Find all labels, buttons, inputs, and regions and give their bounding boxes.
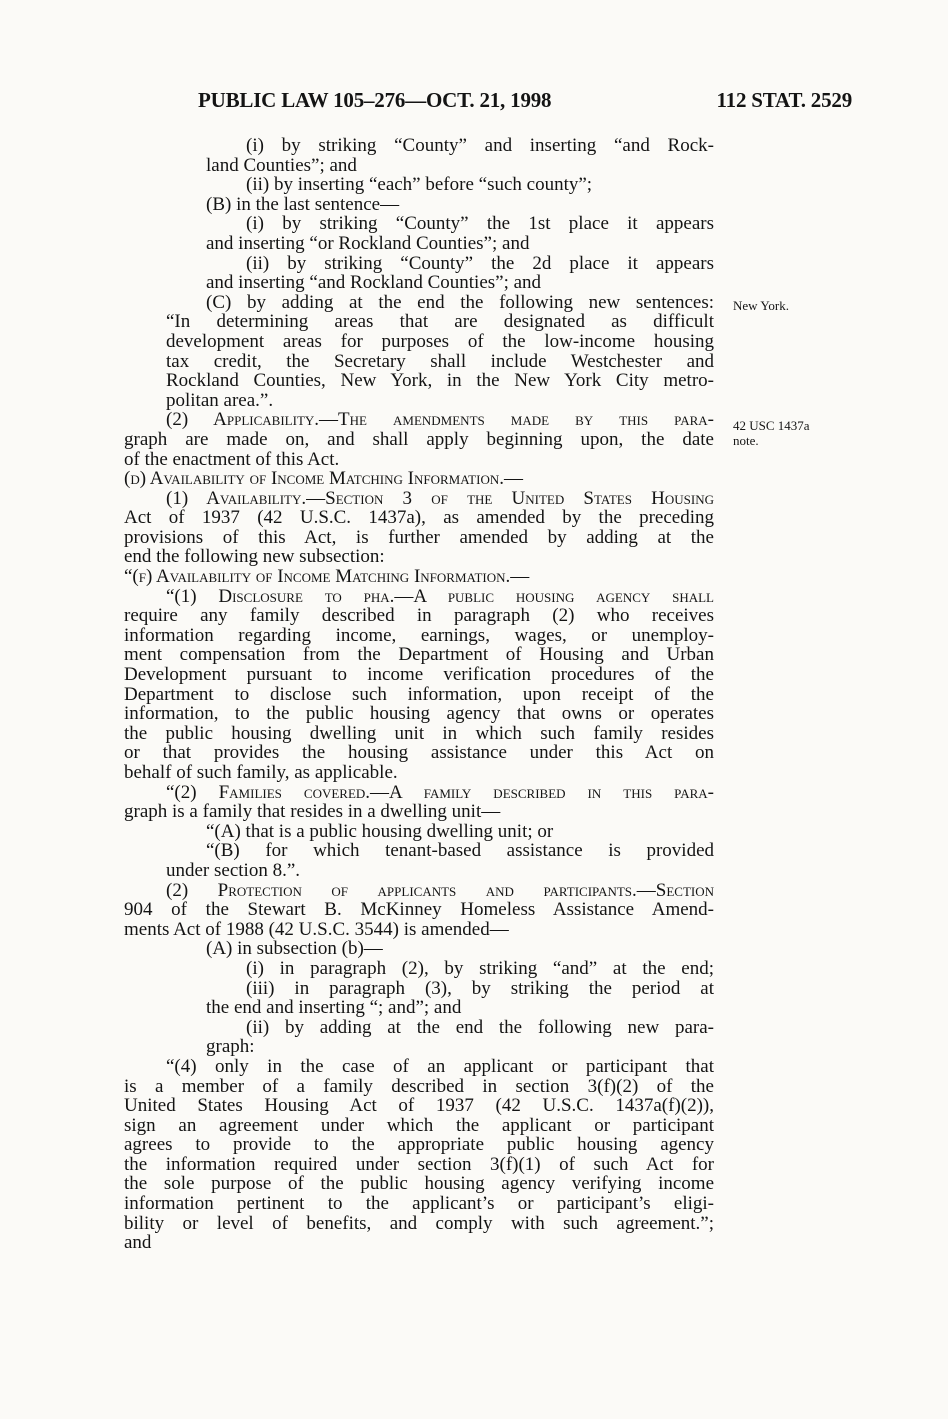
text-line: provisions of this Act, is further amended by adding at the (124, 526, 714, 548)
text-line: information regarding income, earnings, wages, or unemploy- (124, 624, 714, 646)
text-line: (i) in paragraph (2), by striking “and” at the end; (246, 957, 714, 979)
text-line: Department to disclose such information, upon receipt of the (124, 683, 714, 705)
text-line: require any family described in paragraph (2) who receives (124, 605, 714, 627)
text-line: behalf of such family, as applicable. (124, 762, 398, 783)
text-line: Development pursuant to income verification procedures of the (124, 664, 714, 686)
text-line: graph: (206, 1036, 255, 1058)
text-line: (2) Applicability.—The amendments made by this para- (166, 409, 714, 431)
text-line: (i) by striking “County” the 1st place it appears (246, 213, 714, 235)
subsection-heading: “(f) Availability of Income Matching Information.— (124, 566, 530, 588)
text-line: “(4) only in the case of an applicant or participant that (166, 1055, 714, 1077)
running-header (198, 88, 852, 118)
text-line: United States Housing Act of 1937 (42 U.S.C. 1437a(f)(2)), (124, 1095, 714, 1117)
text-line: and inserting “or Rockland Counties”; and (206, 232, 530, 254)
text-line: development areas for purposes of the low-income housing (166, 330, 714, 352)
text-line: agrees to provide to the appropriate public housing agency (124, 1134, 714, 1156)
text-line: (ii) by striking “County” the 2d place it appears (246, 252, 714, 274)
text-line: Rockland Counties, New York, in the New York City metro- (166, 370, 714, 392)
text-line: information, to the public housing agency that owns or operates (124, 703, 714, 725)
text-line: and inserting “and Rockland Counties”; and (206, 272, 542, 294)
text-line: end the following new subsection: (124, 546, 385, 568)
text-line: (A) in subsection (b)— (206, 938, 383, 960)
text-line: bility or level of benefits, and comply with such agreement.”; (124, 1212, 714, 1234)
statute-text (124, 136, 714, 1253)
text-line: ment compensation from the Department of Housing and Urban (124, 644, 714, 666)
text-line: (2) Protection of applicants and participants.—Section (166, 879, 714, 901)
text-line: (B) in the last sentence— (206, 193, 400, 215)
text-line: graph is a family that resides in a dwelling unit— (124, 801, 501, 823)
text-line: the sole purpose of the public housing agency verifying income (124, 1173, 714, 1195)
text-line: information pertinent to the applicant’s or participant’s eligi- (124, 1193, 714, 1215)
text-line: sign an agreement under which the applicant or participant (124, 1114, 714, 1136)
text-line: or that provides the housing assistance under this Act on (124, 742, 714, 764)
margin-note-usc-line1: 42 USC 1437a (733, 418, 810, 433)
text-line: tax credit, the Secretary shall include Westchester and (166, 350, 714, 372)
text-line: politan area.”. (166, 389, 274, 411)
text-line: and (124, 1232, 152, 1254)
text-line: the public housing dwelling unit in which such family resides (124, 722, 714, 744)
text-line: the information required under section 3(f)(1) of such Act for (124, 1153, 714, 1175)
header-public-law: PUBLIC LAW 105–276—OCT. 21, 1998 (198, 88, 552, 112)
text-line: 904 of the Stewart B. McKinney Homeless Assistance Amend- (124, 899, 714, 921)
margin-note-usc-line2: note. (733, 433, 759, 448)
text-line: (ii) by inserting “each” before “such county”; (246, 174, 593, 196)
text-line: (1) Availability.—Section 3 of the United States Housing (166, 487, 714, 509)
header-statute-page: 112 STAT. 2529 (716, 88, 852, 112)
text-line: is a member of a family described in section 3(f)(2) of the (124, 1075, 714, 1097)
margin-note-new-york: New York. (733, 298, 789, 313)
section-heading: (d) Availability of Income Matching Information.— (124, 468, 523, 490)
text-line: “(A) that is a public housing dwelling unit; or (206, 820, 554, 842)
text-line: “(2) Families covered.—A family described in this para- (166, 781, 714, 803)
text-line: (iii) in paragraph (3), by striking the period at (246, 977, 714, 999)
text-line: “In determining areas that are designated as difficult (166, 311, 714, 333)
text-line: (ii) by adding at the end the following new para- (246, 1016, 714, 1038)
text-line: land Counties”; and (206, 154, 357, 176)
text-line: under section 8.”. (166, 859, 301, 881)
text-line: of the enactment of this Act. (124, 448, 340, 470)
text-line: “(1) Disclosure to pha.—A public housing agency shall (166, 585, 714, 607)
text-line: the end and inserting “; and”; and (206, 997, 462, 1019)
text-line: “(B) for which tenant-based assistance is provided (206, 840, 714, 862)
text-line: (i) by striking “County” and inserting “and Rock- (246, 135, 714, 156)
text-line: graph are made on, and shall apply beginning upon, the date (124, 428, 714, 450)
text-line: (C) by adding at the end the following new sentences: (206, 291, 714, 313)
text-line: Act of 1937 (42 U.S.C. 1437a), as amended by the preceding (124, 507, 714, 529)
text-line: ments Act of 1988 (42 U.S.C. 3544) is amended— (124, 918, 509, 940)
margin-note-usc-citation (733, 418, 863, 448)
